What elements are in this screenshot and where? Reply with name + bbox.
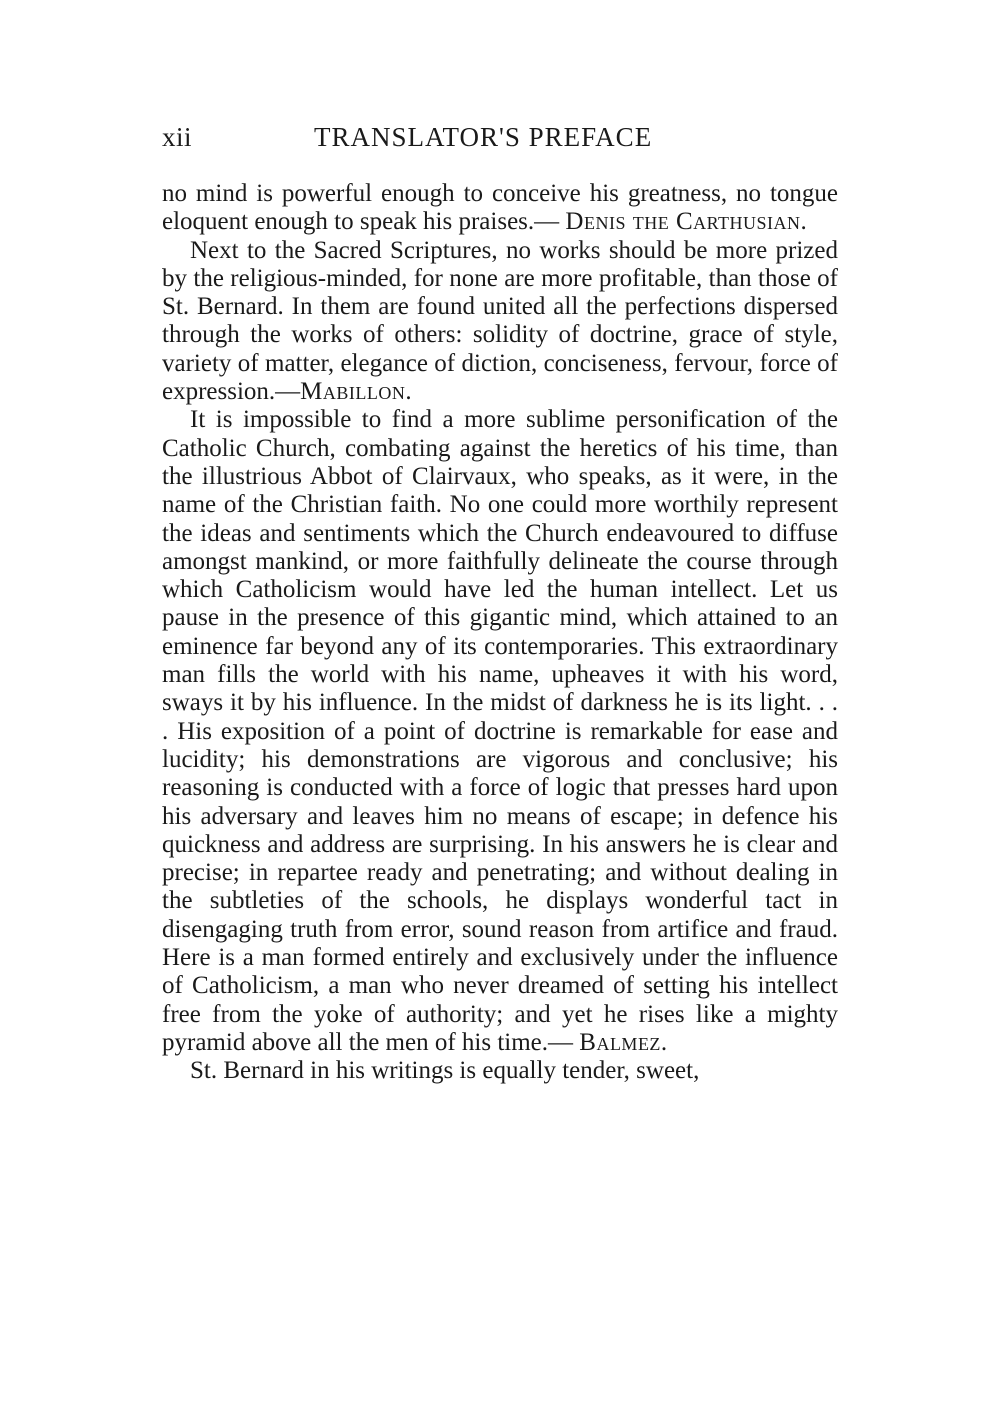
paragraph-final xyxy=(162,1057,838,1085)
paragraph-text: Next to the Sacred Scriptures, no works should be more prized by the religious-minded, for none are more profitable, than those of St. Bernard. In them are found united all the perfections dispersed through the works of others: solidity of doctrine, grace of style, variety of matter, elegance of diction, conciseness, fervour, force of expression.— xyxy=(162,236,838,406)
paragraph-denis xyxy=(162,180,838,237)
paragraph-text: no mind is powerful enough to conceive his greatness, no tongue eloquent enough to speak his praises.— xyxy=(162,180,838,236)
running-head xyxy=(162,118,838,158)
attribution-mabillon: Mabillon. xyxy=(300,378,413,406)
paragraph-text: St. Bernard in his writings is equally tender, sweet, xyxy=(190,1057,700,1085)
paragraph-balmez xyxy=(162,406,838,1057)
body-text xyxy=(162,180,838,1086)
paragraph-text: It is impossible to find a more sublime personification of the Catholic Church, combating against the heretics of his time, than the illustrious Abbot of Clairvaux, who speaks, as it were, in the name of the Christian faith. No one could more worthily represent the ideas and sentiments which the Church endeavoured to diffuse amongst mankind, or more faithfully delineate the course through which Catholicism would have led the human intellect. Let us pause in the presence of this gigantic mind, which attained to an eminence far beyond any of its contemporaries. This extraordinary man fills the world with his name, upheaves it with his word, sways it by his influence. In the midst of darkness he is its light. . . . His exposition of a point of doctrine is remarkable for ease and lucidity; his demonstrations are vigorous and conclusive; his reasoning is conducted with a force of logic that presses hard upon his adversary and leaves him no means of escape; in defence his quickness and address are surprising. In his answers he is clear and precise; in repartee ready and penetrating; and without dealing in the subtleties of the schools, he displays wonderful tact in disengaging truth from error, sound reason from artifice and fraud. Here is a man formed entirely and exclusively under the influence of Catholicism, a man who never dreamed of setting his intellect free from the yoke of authority; and yet he rises like a mighty pyramid above all the men of his time.— xyxy=(162,406,838,1056)
book-page xyxy=(162,118,838,1086)
paragraph-mabillon xyxy=(162,237,838,407)
running-title: TRANSLATOR'S PREFACE xyxy=(314,122,653,152)
attribution-denis: Denis the Carthusian. xyxy=(565,208,808,236)
attribution-balmez: Balmez. xyxy=(579,1028,668,1056)
page-number: xii xyxy=(162,122,193,152)
